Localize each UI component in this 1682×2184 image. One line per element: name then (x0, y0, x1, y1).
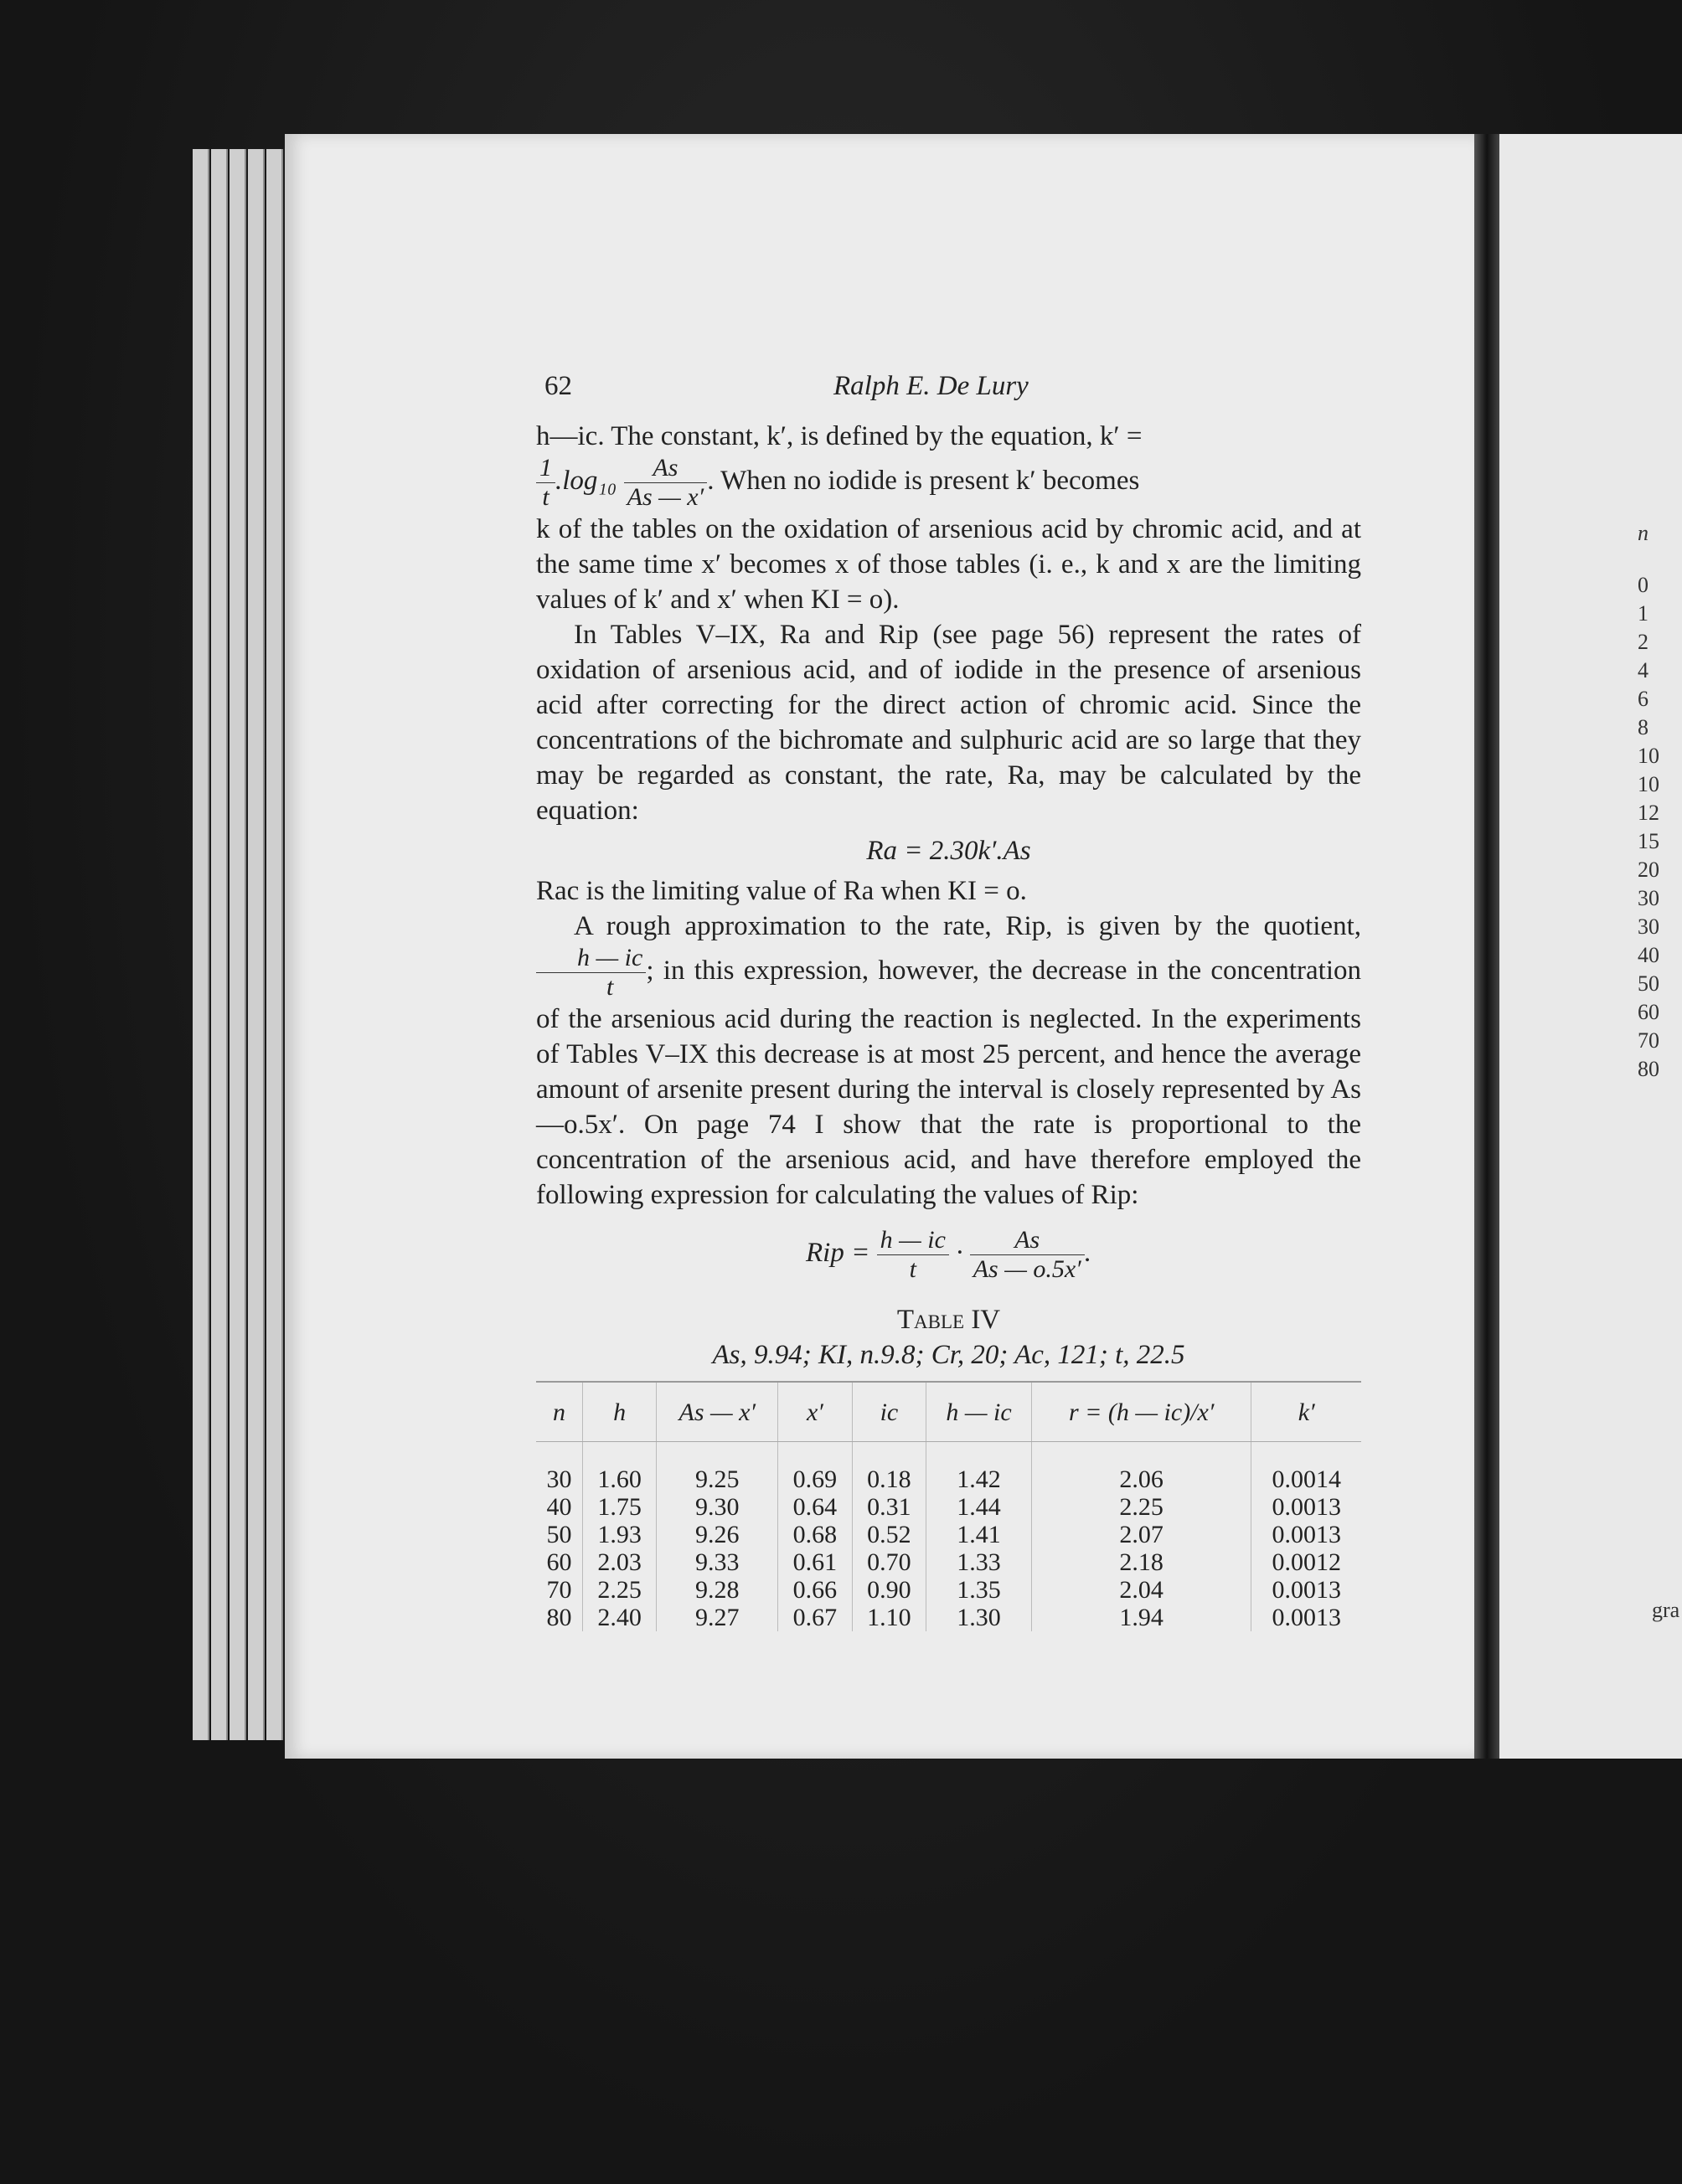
col-r: r = (h — ic)/x′ (1031, 1382, 1251, 1442)
right-page-value: 30 (1638, 914, 1659, 939)
right-page-value: 8 (1638, 715, 1648, 739)
right-page-values (1638, 571, 1682, 1084)
paragraph-2: In Tables V–IX, Ra and Rip (see page 56) represent the rates of oxidation of arsenious acid, and of iodide in the presence of arsenious acid after correcting for the direct action of chromic acid. Since the concentrations of the bichromate and sulphuric acid are so large that they may be regarded as constant, the rate, Ra, may be calculated by the equation: (536, 620, 1361, 826)
equation-rip: Rip = $\frac{h — ic}{t}$ · $\frac{As}{As — o.5x'}$ . (806, 1226, 1091, 1283)
p1-line1: h—ic. The constant, k′, is defined by the equation, k′ = (536, 421, 1143, 451)
table-header-row (536, 1382, 1361, 1442)
running-head (536, 368, 1361, 419)
p1-line2-rest: . When no iodide is present k′ becomes (707, 466, 1140, 497)
table-row: 50 1.93 9.26 0.68 0.52 1.41 2.07 0.0013 (536, 1521, 1361, 1548)
col-ic: ic (852, 1382, 926, 1442)
running-head-title: Ralph E. De Lury (833, 371, 1029, 401)
right-page-value: 80 (1638, 1057, 1659, 1081)
page-number: 62 (544, 371, 572, 401)
right-page-value: 2 (1638, 630, 1648, 654)
right-page-value: 60 (1638, 1000, 1659, 1024)
right-page-value: 40 (1638, 943, 1659, 967)
right-page-value: 6 (1638, 687, 1648, 711)
table-row: 40 1.75 9.30 0.64 0.31 1.44 2.25 0.0013 (536, 1493, 1361, 1521)
table-row: 80 2.40 9.27 0.67 1.10 1.30 1.94 0.0013 (536, 1604, 1361, 1631)
fraction-as: $\frac{As}{As — x'}$ (624, 454, 708, 512)
paragraph-4: A rough approximation to the rate, Rip, is given by the quotient, $\frac{h — ic}{t}$ ; in this expression, however, the decrease in the concentration of the arsenious acid during the reaction is neglected. In the experiments of Tables V–IX this decrease is at most 25 percent, and hence the average amount of arsenite present during the interval is closely represented by As—o.5x′. On page 74 I show that the rate is proportional to the concentration of the arsenious acid, and have therefore employed the following expression for calculating the values of Rip: (536, 911, 1361, 1210)
paragraph-1 (536, 419, 1361, 617)
col-as-minus-x: As — x′ (657, 1382, 778, 1442)
table-title: Table IV (896, 1305, 1001, 1335)
right-page-value: 0 (1638, 573, 1648, 597)
book-gutter (1474, 134, 1499, 1759)
p1-rest: k of the tables on the oxidation of arsenious acid by chromic acid, and at the same time x′ becomes x of those tables (i. e., k and x are the limiting values of k′ and x′ when KI = o). (536, 514, 1361, 615)
right-page-value: 50 (1638, 971, 1659, 996)
right-page-value: 20 (1638, 858, 1659, 882)
col-n: n (536, 1382, 582, 1442)
right-page-value: 1 (1638, 601, 1648, 626)
col-h: h (582, 1382, 657, 1442)
right-page-value: 30 (1638, 886, 1659, 910)
page-content (536, 368, 1361, 1631)
table-row: 30 1.60 9.25 0.69 0.18 1.42 2.06 0.0014 (536, 1442, 1361, 1494)
table-subtitle: As, 9.94; KI, n.9.8; Cr, 20; Ac, 121; t, 22.5 (712, 1340, 1185, 1370)
col-x: x′ (778, 1382, 853, 1442)
paragraph-3: Rac is the limiting value of Ra when KI = o. (536, 876, 1027, 906)
right-page-value: 10 (1638, 744, 1659, 768)
right-page-value: 15 (1638, 829, 1659, 853)
right-page-value: 4 (1638, 658, 1648, 682)
right-page-value: 12 (1638, 801, 1659, 825)
right-page-fragment: gra (1652, 1598, 1680, 1622)
fraction-one-over-t: $\frac{1}{t}$ (536, 454, 555, 512)
right-page-header: n (1638, 521, 1648, 545)
col-k: k′ (1251, 1382, 1361, 1442)
equation-ra: Ra = 2.30k′.As (866, 836, 1031, 866)
right-page-value: 10 (1638, 772, 1659, 796)
data-table (536, 1381, 1361, 1631)
right-page-column (1638, 519, 1682, 1084)
log-label: .log₁₀ (555, 466, 617, 497)
table-row: 60 2.03 9.33 0.61 0.70 1.33 2.18 0.0012 (536, 1548, 1361, 1576)
right-page-value: 70 (1638, 1028, 1659, 1053)
table-row: 70 2.25 9.28 0.66 0.90 1.35 2.04 0.0013 (536, 1576, 1361, 1604)
fraction-h-ic-over-t: $\frac{h — ic}{t}$ (536, 944, 646, 1002)
col-h-minus-ic: h — ic (926, 1382, 1032, 1442)
